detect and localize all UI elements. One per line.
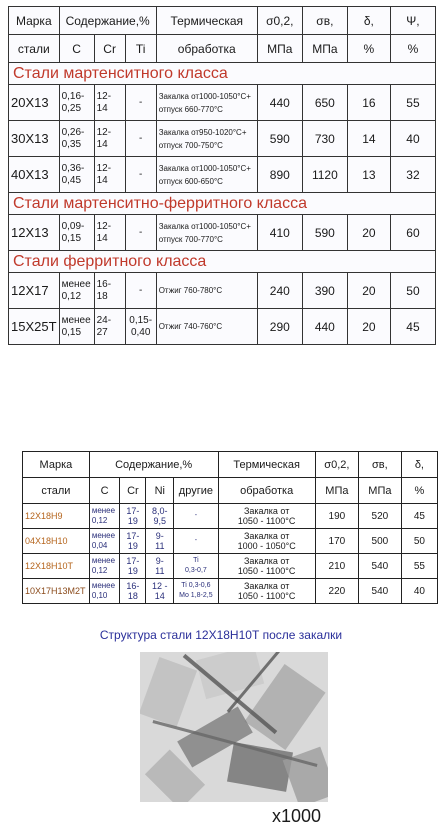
yield-strength-header: σ0,2,	[315, 452, 358, 478]
chromium-content: 17- 19	[120, 554, 146, 579]
elongation-value: 20	[347, 273, 390, 309]
reduction-header: Ψ,	[390, 7, 435, 35]
grade-header: Марка	[9, 7, 60, 35]
magnification-label: x1000	[272, 806, 322, 826]
tensile-strength-value: 390	[302, 273, 347, 309]
other-header: другие	[174, 478, 218, 504]
heat-treatment: Закалка от1000-1050°С+ отпуск 700-770°С	[156, 215, 257, 251]
yield-strength-value: 290	[257, 309, 302, 345]
steel-grade: 40Х13	[9, 157, 60, 193]
heat-treatment: Закалка от 1050 - 1100°С	[218, 554, 315, 579]
titanium-content: -	[125, 121, 156, 157]
yield-strength-value: 240	[257, 273, 302, 309]
heat-treatment: Отжиг 740-760°С	[156, 309, 257, 345]
tensile-strength-value: 520	[358, 504, 401, 529]
mpa-header: МПа	[257, 35, 302, 63]
microstructure-caption: Структура стали 12Х18Н10Т после закалки	[99, 628, 343, 642]
heat-treatment: Закалка от 1050 - 1100°С	[218, 504, 315, 529]
nickel-content: 12 - 14	[146, 579, 174, 604]
reduction-value: 50	[390, 273, 435, 309]
chromium-content: 16- 18	[120, 579, 146, 604]
tensile-strength-header: σв,	[302, 7, 347, 35]
carbon-content: 0,16- 0,25	[59, 85, 94, 121]
reduction-value: 32	[390, 157, 435, 193]
c-header: C	[59, 35, 94, 63]
table-row	[23, 504, 438, 529]
steel-grade: 12Х18Н9	[23, 504, 90, 529]
elongation-header: δ,	[347, 7, 390, 35]
heat-treatment: Закалка от950-1020°С+ отпуск 700-750°С	[156, 121, 257, 157]
tensile-strength-value: 540	[358, 579, 401, 604]
table-row	[9, 121, 436, 157]
chromium-content: 12- 14	[94, 121, 125, 157]
elongation-value: 45	[401, 504, 437, 529]
carbon-content: менее 0,12	[59, 273, 94, 309]
tensile-strength-value: 500	[358, 529, 401, 554]
cr-header: Cr	[120, 478, 146, 504]
table-row	[9, 215, 436, 251]
titanium-content: -	[125, 215, 156, 251]
steel-grade: 12Х13	[9, 215, 60, 251]
other-elements: Ti 0,3-0,7	[174, 554, 218, 579]
chromium-content: 16- 18	[94, 273, 125, 309]
c-header: C	[89, 478, 120, 504]
nickel-content: 9- 11	[146, 529, 174, 554]
elongation-value: 50	[401, 529, 437, 554]
elongation-value: 13	[347, 157, 390, 193]
steel-grade: 20Х13	[9, 85, 60, 121]
table-row	[23, 579, 438, 604]
table-row	[9, 85, 436, 121]
section-title: Стали ферритного класса	[9, 251, 436, 273]
section-title: Стали мартенситно-ферритного класса	[9, 193, 436, 215]
titanium-content: 0,15- 0,40	[125, 309, 156, 345]
percent-header: %	[401, 478, 437, 504]
tensile-strength-value: 540	[358, 554, 401, 579]
elongation-value: 14	[347, 121, 390, 157]
reduction-value: 55	[390, 85, 435, 121]
nickel-content: 9- 11	[146, 554, 174, 579]
other-elements: Ti 0,3-0,6 Mo 1,8-2,5	[174, 579, 218, 604]
reduction-value: 40	[390, 121, 435, 157]
section-title: Стали мартенситного класса	[9, 63, 436, 85]
titanium-content: -	[125, 85, 156, 121]
yield-strength-value: 210	[315, 554, 358, 579]
ti-header: Ti	[125, 35, 156, 63]
carbon-content: 0,36- 0,45	[59, 157, 94, 193]
titanium-content: -	[125, 157, 156, 193]
reduction-value: 45	[390, 309, 435, 345]
tensile-strength-value: 590	[302, 215, 347, 251]
mpa-header: МПа	[315, 478, 358, 504]
reduction-value: 60	[390, 215, 435, 251]
steel-grade: 12Х18Н10Т	[23, 554, 90, 579]
chromium-content: 12- 14	[94, 85, 125, 121]
content-header: Содержание,%	[59, 7, 156, 35]
elongation-value: 40	[401, 579, 437, 604]
carbon-content: 0,26- 0,35	[59, 121, 94, 157]
carbon-content: менее 0,04	[89, 529, 120, 554]
mpa-header: МПа	[302, 35, 347, 63]
microstructure-image	[140, 652, 328, 802]
carbon-content: менее 0,12	[89, 504, 120, 529]
elongation-value: 16	[347, 85, 390, 121]
heat-treatment-header: Термическая	[156, 7, 257, 35]
yield-strength-value: 410	[257, 215, 302, 251]
carbon-content: 0,09- 0,15	[59, 215, 94, 251]
grade-header: Марка	[23, 452, 90, 478]
carbon-content: менее 0,15	[59, 309, 94, 345]
steel-grade: 30Х13	[9, 121, 60, 157]
grade-header-bottom: стали	[23, 478, 90, 504]
yield-strength-value: 170	[315, 529, 358, 554]
tensile-strength-value: 1120	[302, 157, 347, 193]
heat-treatment-header-bottom: обработка	[156, 35, 257, 63]
elongation-value: 20	[347, 215, 390, 251]
elongation-value: 55	[401, 554, 437, 579]
chromium-content: 17- 19	[120, 504, 146, 529]
yield-strength-value: 890	[257, 157, 302, 193]
elongation-value: 20	[347, 309, 390, 345]
titanium-content: -	[125, 273, 156, 309]
heat-treatment-header: Термическая	[218, 452, 315, 478]
steel-grade: 04Х18Н10	[23, 529, 90, 554]
table-row	[9, 273, 436, 309]
yield-strength-value: 190	[315, 504, 358, 529]
carbon-content: менее 0,12	[89, 554, 120, 579]
content-header: Содержание,%	[89, 452, 218, 478]
cr-header: Cr	[94, 35, 125, 63]
heat-treatment: Отжиг 760-780°С	[156, 273, 257, 309]
mpa-header: МПа	[358, 478, 401, 504]
table-row	[9, 309, 436, 345]
chromium-content: 17- 19	[120, 529, 146, 554]
steel-grade: 12Х17	[9, 273, 60, 309]
chromium-content: 24- 27	[94, 309, 125, 345]
yield-strength-value: 590	[257, 121, 302, 157]
grade-header-bottom: стали	[9, 35, 60, 63]
martensitic-ferritic-steels-table	[8, 6, 436, 345]
chromium-content: 12- 14	[94, 215, 125, 251]
chromium-content: 12- 14	[94, 157, 125, 193]
heat-treatment: Закалка от 1050 - 1100°С	[218, 579, 315, 604]
tensile-strength-header: σв,	[358, 452, 401, 478]
heat-treatment: Закалка от1000-1050°С+ отпуск 660-770°С	[156, 85, 257, 121]
elongation-header: δ,	[401, 452, 437, 478]
ni-header: Ni	[146, 478, 174, 504]
steel-grade: 15Х25Т	[9, 309, 60, 345]
percent-header: %	[390, 35, 435, 63]
yield-strength-value: 440	[257, 85, 302, 121]
table-row	[23, 554, 438, 579]
table-row	[9, 157, 436, 193]
austenitic-steels-table	[22, 451, 438, 604]
yield-strength-value: 220	[315, 579, 358, 604]
table-row	[23, 529, 438, 554]
steel-grade: 10Х17Н13М2Т	[23, 579, 90, 604]
heat-treatment-header-bottom: обработка	[218, 478, 315, 504]
carbon-content: менее 0,10	[89, 579, 120, 604]
other-elements: -	[174, 504, 218, 529]
tensile-strength-value: 730	[302, 121, 347, 157]
nickel-content: 8,0- 9,5	[146, 504, 174, 529]
percent-header: %	[347, 35, 390, 63]
other-elements: -	[174, 529, 218, 554]
yield-strength-header: σ0,2,	[257, 7, 302, 35]
tensile-strength-value: 440	[302, 309, 347, 345]
heat-treatment: Закалка от 1000 - 1050°С	[218, 529, 315, 554]
heat-treatment: Закалка от1000-1050°С+ отпуск 600-650°С	[156, 157, 257, 193]
tensile-strength-value: 650	[302, 85, 347, 121]
